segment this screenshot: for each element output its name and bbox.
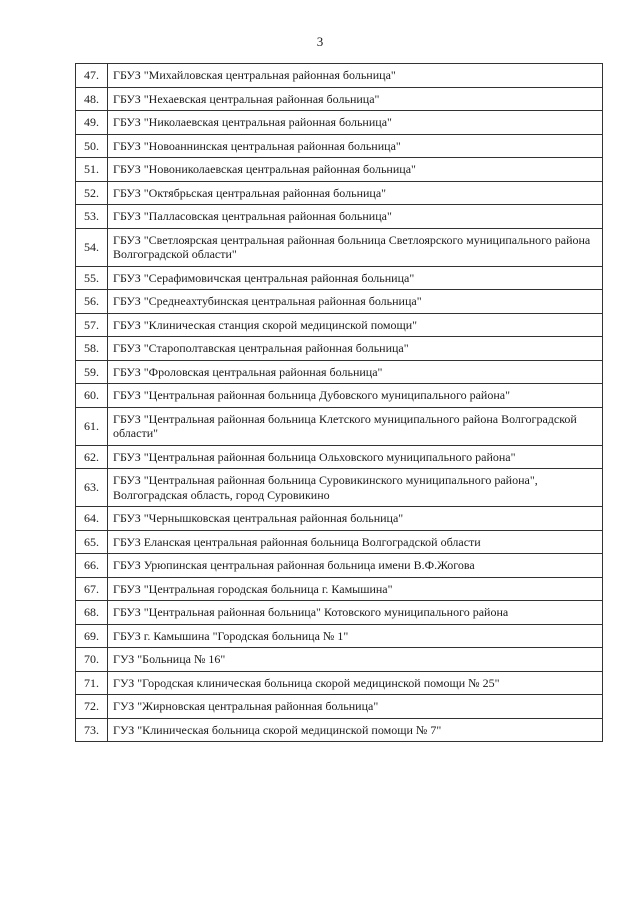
institution-name: ГБУЗ "Центральная районная больница" Котовского муниципального района <box>108 601 603 625</box>
institution-name: ГБУЗ "Фроловская центральная районная больница" <box>108 360 603 384</box>
table-row <box>76 87 603 111</box>
table-row <box>76 648 603 672</box>
table-row <box>76 384 603 408</box>
table-row <box>76 554 603 578</box>
table-row <box>76 228 603 266</box>
table-row <box>76 507 603 531</box>
table-row <box>76 134 603 158</box>
table-row <box>76 671 603 695</box>
institution-name: ГБУЗ "Новоаннинская центральная районная больница" <box>108 134 603 158</box>
row-number: 68. <box>76 601 108 625</box>
institution-name: ГБУЗ "Центральная городская больница г. Камышина" <box>108 577 603 601</box>
institution-name: ГБУЗ "Серафимовичская центральная районная больница" <box>108 266 603 290</box>
hospital-list-table <box>75 63 603 742</box>
row-number: 72. <box>76 695 108 719</box>
row-number: 71. <box>76 671 108 695</box>
table-row <box>76 111 603 135</box>
institution-name: ГБУЗ "Светлоярская центральная районная больница Светлоярского муниципального района Волгоградской области" <box>108 228 603 266</box>
row-number: 62. <box>76 445 108 469</box>
institution-name: ГБУЗ Еланская центральная районная больница Волгоградской области <box>108 530 603 554</box>
institution-name: ГУЗ "Городская клиническая больница скорой медицинской помощи № 25" <box>108 671 603 695</box>
institution-name: ГУЗ "Больница № 16" <box>108 648 603 672</box>
institution-name: ГБУЗ г. Камышина "Городская больница № 1" <box>108 624 603 648</box>
institution-name: ГБУЗ "Нехаевская центральная районная больница" <box>108 87 603 111</box>
row-number: 58. <box>76 337 108 361</box>
table-row <box>76 469 603 507</box>
institution-name: ГУЗ "Клиническая больница скорой медицинской помощи № 7" <box>108 718 603 742</box>
table-row <box>76 530 603 554</box>
row-number: 70. <box>76 648 108 672</box>
row-number: 57. <box>76 313 108 337</box>
row-number: 63. <box>76 469 108 507</box>
row-number: 59. <box>76 360 108 384</box>
table-row <box>76 181 603 205</box>
table-row <box>76 64 603 88</box>
table-row <box>76 158 603 182</box>
institution-name: ГБУЗ "Старополтавская центральная районная больница" <box>108 337 603 361</box>
institution-name: ГБУЗ "Центральная районная больница Суровикинского муниципального района", Волгоградская область, город Суровикино <box>108 469 603 507</box>
row-number: 54. <box>76 228 108 266</box>
institution-name: ГБУЗ "Палласовская центральная районная больница" <box>108 205 603 229</box>
row-number: 51. <box>76 158 108 182</box>
institution-name: ГБУЗ "Центральная районная больница Дубовского муниципального района" <box>108 384 603 408</box>
table-row <box>76 290 603 314</box>
table-row <box>76 266 603 290</box>
institution-name: ГУЗ "Жирновская центральная районная больница" <box>108 695 603 719</box>
institution-name: ГБУЗ "Центральная районная больница Ольховского муниципального района" <box>108 445 603 469</box>
page-number: 3 <box>316 34 324 49</box>
institution-name: ГБУЗ "Октябрьская центральная районная больница" <box>108 181 603 205</box>
row-number: 47. <box>76 64 108 88</box>
row-number: 53. <box>76 205 108 229</box>
row-number: 69. <box>76 624 108 648</box>
row-number: 67. <box>76 577 108 601</box>
institution-name: ГБУЗ "Чернышковская центральная районная больница" <box>108 507 603 531</box>
row-number: 56. <box>76 290 108 314</box>
institution-name: ГБУЗ "Клиническая станция скорой медицинской помощи" <box>108 313 603 337</box>
institution-name: ГБУЗ "Центральная районная больница Клетского муниципального района Волгоградской области" <box>108 407 603 445</box>
row-number: 52. <box>76 181 108 205</box>
table-row <box>76 205 603 229</box>
row-number: 65. <box>76 530 108 554</box>
institution-name: ГБУЗ Урюпинская центральная районная больница имени В.Ф.Жогова <box>108 554 603 578</box>
table-row <box>76 407 603 445</box>
row-number: 48. <box>76 87 108 111</box>
table-row <box>76 445 603 469</box>
row-number: 49. <box>76 111 108 135</box>
institution-name: ГБУЗ "Михайловская центральная районная больница" <box>108 64 603 88</box>
table-row <box>76 624 603 648</box>
table-body <box>76 64 603 742</box>
institution-name: ГБУЗ "Николаевская центральная районная больница" <box>108 111 603 135</box>
table-row <box>76 577 603 601</box>
table-row <box>76 337 603 361</box>
row-number: 55. <box>76 266 108 290</box>
row-number: 66. <box>76 554 108 578</box>
table-row <box>76 718 603 742</box>
institution-name: ГБУЗ "Новониколаевская центральная районная больница" <box>108 158 603 182</box>
row-number: 60. <box>76 384 108 408</box>
table-row <box>76 695 603 719</box>
row-number: 61. <box>76 407 108 445</box>
row-number: 64. <box>76 507 108 531</box>
table-row <box>76 360 603 384</box>
table-row <box>76 601 603 625</box>
row-number: 50. <box>76 134 108 158</box>
row-number: 73. <box>76 718 108 742</box>
institution-name: ГБУЗ "Среднеахтубинская центральная районная больница" <box>108 290 603 314</box>
table-row <box>76 313 603 337</box>
